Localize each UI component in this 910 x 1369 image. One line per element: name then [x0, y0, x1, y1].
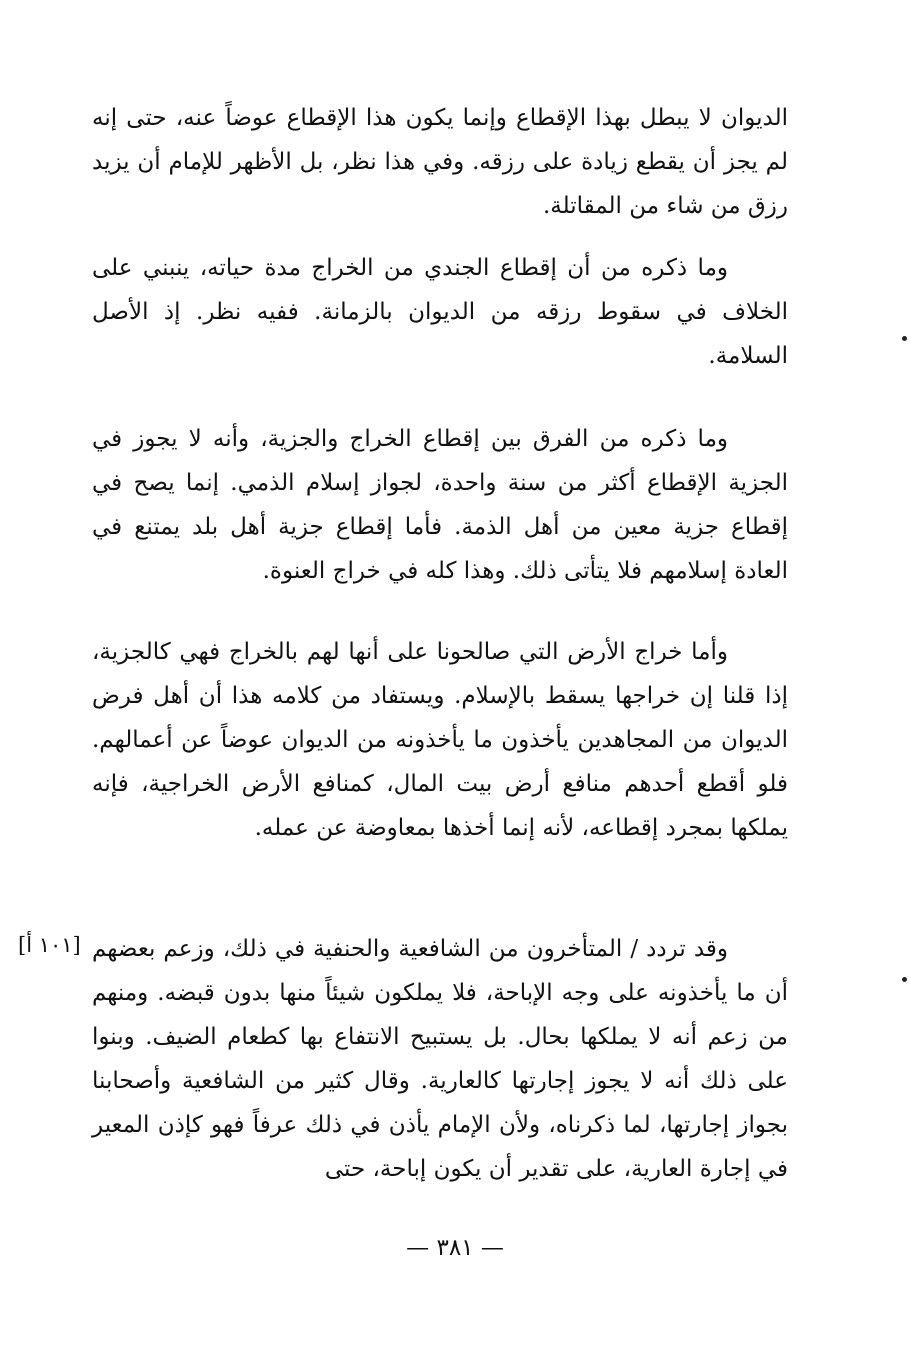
paragraph: وقد تردد / المتأخرون من الشافعية والحنفية في ذلك، وزعم بعضهم أن ما يأخذونه على وجه الإباحة، فلا يملكون شيئاً منها بدون قبضه. ومنهم من زعم أنه لا يملكها بحال. بل يستبيح الانتفاع بها كطعام الضيف. وبنوا على ذلك أنه لا يجوز إجارتها كالعارية. وقال كثير من الشافعية وأصحابنا بجواز إجارتها، لما ذكرناه، ولأن الإمام يأذن في ذلك عرفاً فهو كإذن المعير في إجارة العارية، على تقدير أن يكون إباحة، حتى [92, 936, 788, 1182]
paragraph: وأما خراج الأرض التي صالحونا على أنها لهم بالخراج فهي كالجزية، إذا قلنا إن خراجها يسقط بالإسلام. ويستفاد من كلامه هذا أن أهل فرض الديوان من المجاهدين يأخذون ما يأخذونه من الديوان عوضاً عن أعمالهم. فلو أقطع أحدهم منافع أرض بيت المال، كمنافع الأرض الخراجية، فإنه يملكها بمجرد إقطاعه، لأنه إنما أخذها بمعاوضة عن عمله. [92, 639, 788, 841]
manuscript-folio-marker: [١٠١ أ] [18, 933, 81, 957]
page-number: — ٣٨١ — [406, 1235, 504, 1261]
paragraph-continuation: الديوان لا يبطل بهذا الإقطاع وإنما يكون هذا الإقطاع عوضاً عنه، حتى إنه لم يجز أن يقطع زيادة على رزقه. وفي هذا نظر، بل الأظهر للإمام أن يزيد رزق من شاء من المقاتلة. [92, 105, 788, 219]
margin-dot [902, 977, 907, 982]
paragraph: وما ذكره من أن إقطاع الجندي من الخراج مدة حياته، ينبني على الخلاف في سقوط رزقه من الديوان بالزمانة. ففيه نظر. إذ الأصل السلامة. [92, 255, 788, 369]
margin-dot [902, 336, 907, 341]
paragraph: وما ذكره من الفرق بين إقطاع الخراج والجزية، وأنه لا يجوز في الجزية الإقطاع أكثر من سنة واحدة، لجواز إسلام الذمي. إنما يصح في إقطاع جزية معين من أهل الذمة. فأما إقطاع جزية أهل بلد يمتنع في العادة إسلامهم فلا يتأتى ذلك. وهذا كله في خراج العنوة. [92, 426, 788, 584]
